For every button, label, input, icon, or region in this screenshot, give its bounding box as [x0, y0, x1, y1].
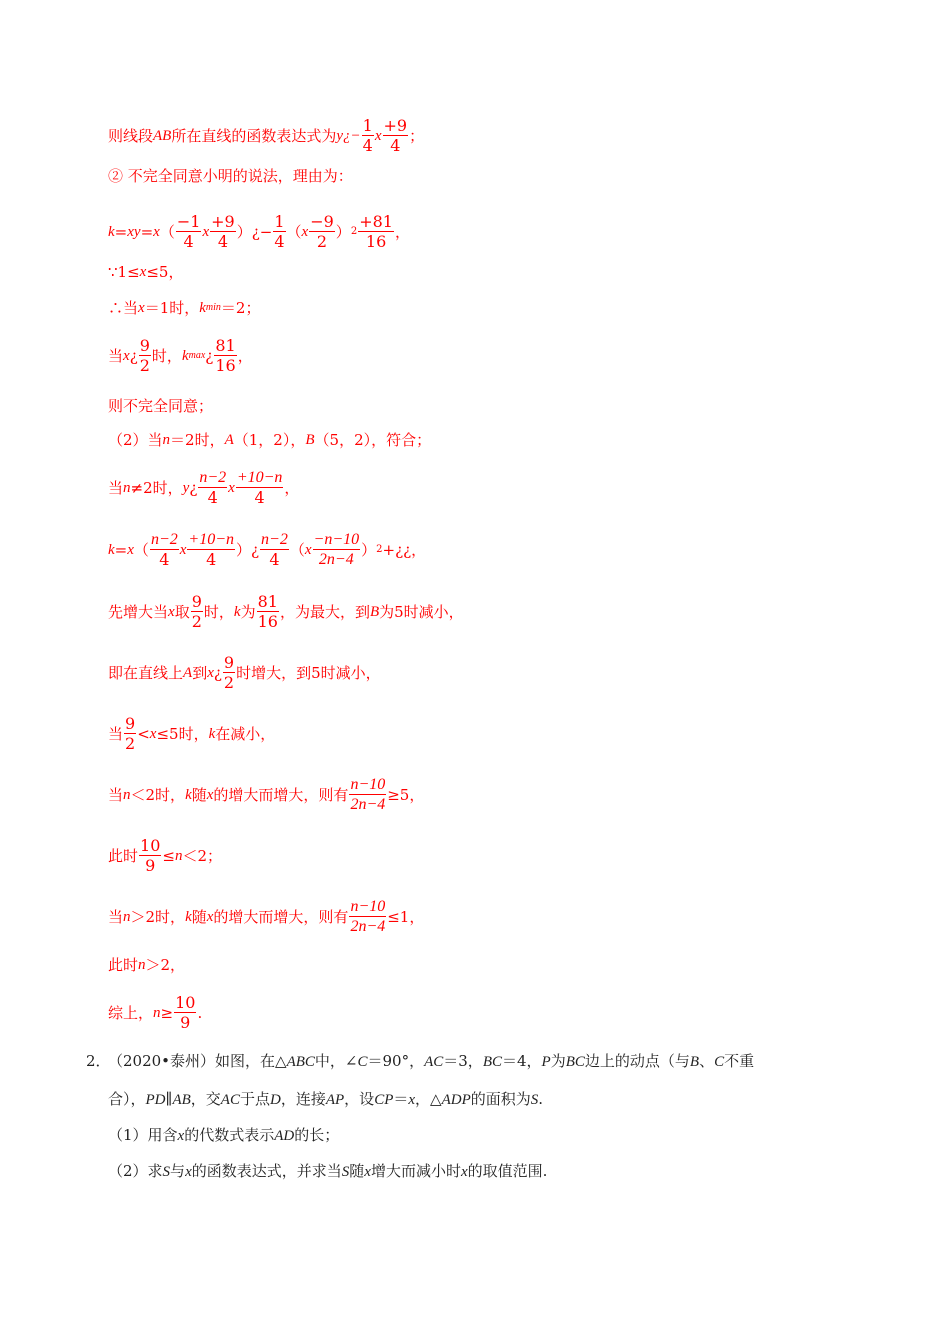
- solution-line-6: 当 x ¿ $\frac{9}{2}$ 时， k max ¿ $\frac{81}{16}$ ，: [108, 336, 253, 375]
- solution-line-2: [108, 166, 353, 186]
- solution-line-16: 当 n ＞2时， k 随 x 的增大而增大，则有 $\frac{n-10}{2n-4}$ ≤1，: [108, 898, 425, 935]
- fraction: $\frac{9}{2}$: [223, 653, 235, 692]
- solution-line-8: （2）当 n ＝2时， A （1，2）， B （5，2），符合；: [108, 431, 432, 449]
- fraction: $\frac{1}{4}$: [274, 212, 285, 251]
- question-sub-2: （2）求S与x的函数表达式，并求当S随x增大而减小时x的取值范围.: [108, 1162, 548, 1180]
- fraction: $\frac{81}{16}$: [257, 592, 278, 631]
- fraction: $\frac{+81}{16}$: [359, 212, 393, 251]
- fraction: $\frac{-9}{2}$: [310, 212, 334, 251]
- var: x: [374, 127, 382, 144]
- fraction: $\frac{+9}{4}$: [211, 212, 235, 251]
- solution-line-13: 当 $\frac{9}{2}$ < x ≤5时， k 在减小，: [108, 714, 276, 753]
- fraction: $\frac{10}{9}$: [140, 836, 161, 875]
- question-line-1: （2020•泰州）如图，在△ABC中，∠C＝90°，AC＝3，BC＝4，P为BC边上的动点（与B、C不重: [108, 1052, 755, 1070]
- solution-line-18: 综上， n ≥ $\frac{10}{9}$ .: [108, 993, 203, 1032]
- text: ② 不完全同意小明的说法，理由为：: [108, 167, 353, 185]
- fraction: $\frac{n-2}{4}$: [150, 531, 178, 569]
- fraction: $\frac{+10-n}{4}$: [188, 531, 234, 569]
- solution-line-10: k = x （ $\frac{n-2}{4}$ x $\frac{+10-n}{4}$ ）¿ $\frac{n-2}{4}$ （ x $\frac{-n-10}{2n-4}$ ） 2 +¿¿，: [108, 531, 427, 569]
- fraction: $\frac{n-2}{4}$: [261, 531, 288, 569]
- solution-line-3: k = xy = x （ $\frac{-1}{4}$ x $\frac{+9}{4}$ ）¿− $\frac{1}{4}$ （ x $\frac{-9}{2}$ ） 2 $\frac{+81}{16}$ ，: [108, 212, 410, 251]
- fraction: $\frac{9}{2}$: [191, 592, 202, 631]
- fraction: $\frac{9}{2}$: [139, 336, 150, 375]
- var: AB: [153, 127, 172, 144]
- solution-line-14: 当 n ＜2时， k 随 x 的增大而增大，则有 $\frac{n-10}{2n-4}$ ≥5，: [108, 776, 425, 813]
- var: y¿−: [336, 127, 361, 144]
- solution-line-17: 此时 n ＞2，: [108, 956, 186, 974]
- fraction: $\frac{1}{4}$: [362, 116, 373, 155]
- question-sub-1: （1）用含x的代数式表示AD的长；: [108, 1126, 340, 1144]
- text: 所在直线的函数表达式为: [171, 126, 337, 145]
- solution-line-4: ∵1≤ x ≤5，: [108, 263, 184, 281]
- solution-line-15: 此时 $\frac{10}{9}$ ≤ n ＜2；: [108, 836, 222, 875]
- fraction: $\frac{9}{2}$: [125, 714, 136, 753]
- fraction: $\frac{n-10}{2n-4}$: [350, 776, 386, 813]
- solution-line-12: 即在直线上 A 到 x ¿ $\frac{9}{2}$ 时增大，到5时减小，: [108, 653, 381, 692]
- text: ；: [409, 126, 425, 145]
- solution-line-5: ∴当 x ＝1时， k min ＝2；: [108, 299, 261, 317]
- text: 则线段: [108, 126, 154, 145]
- fraction: $\frac{+10-n}{4}$: [236, 469, 283, 507]
- fraction: $\frac{-1}{4}$: [176, 212, 201, 251]
- fraction: $\frac{10}{9}$: [175, 993, 196, 1032]
- solution-line-11: 先增大当 x 取 $\frac{9}{2}$ 时， k 为 $\frac{81}{16}$ ，为最大，到 B 为5时减小，: [108, 592, 464, 631]
- fraction: $\frac{81}{16}$: [215, 336, 236, 375]
- solution-line-9: 当 n ≠2时， y ¿ $\frac{n-2}{4}$ x $\frac{+10-n}{4}$ ，: [108, 469, 300, 507]
- fraction: $\frac{n-10}{2n-4}$: [350, 898, 386, 935]
- fraction: $\frac{+9}{4}$: [383, 116, 408, 155]
- fraction: $\frac{-n-10}{2n-4}$: [313, 531, 360, 568]
- solution-line-1: [108, 116, 424, 155]
- question-number: 2．: [86, 1052, 111, 1070]
- fraction: $\frac{n-2}{4}$: [199, 469, 227, 507]
- question-line-2: 合），PD∥AB，交AC于点D，连接AP，设CP＝x，△ADP的面积为S.: [108, 1090, 544, 1108]
- solution-line-7: 则不完全同意；: [108, 397, 214, 415]
